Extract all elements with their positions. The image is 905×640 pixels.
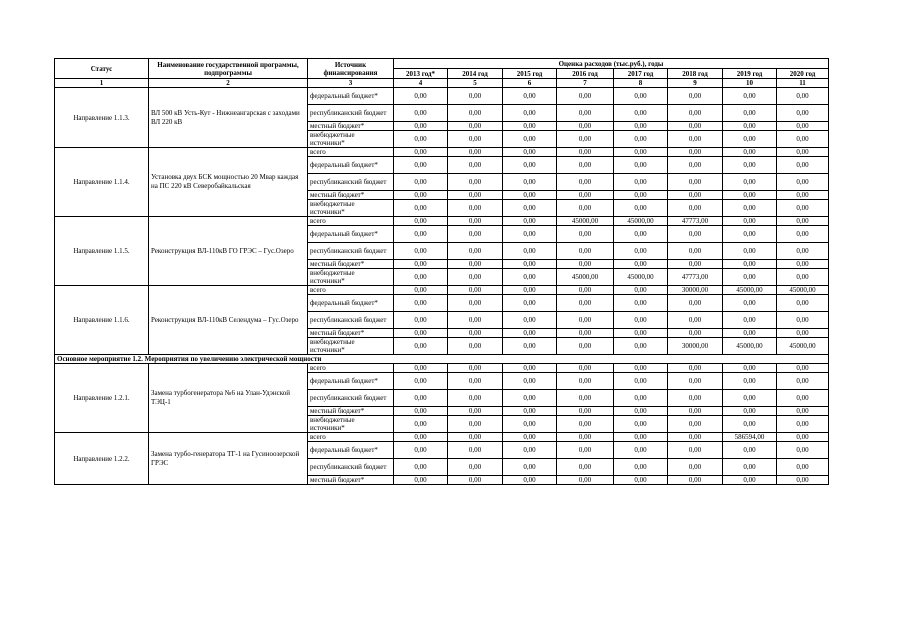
expense-value: 0,00 (448, 226, 503, 243)
expense-value: 0,00 (777, 217, 829, 226)
expense-value: 0,00 (448, 200, 503, 217)
expense-value: 0,00 (394, 338, 448, 355)
expense-value: 0,00 (668, 260, 723, 269)
expense-value: 0,00 (503, 390, 557, 407)
expense-value: 0,00 (503, 217, 557, 226)
expense-value: 0,00 (614, 174, 668, 191)
expense-value: 0,00 (668, 459, 723, 476)
expense-value: 0,00 (777, 433, 829, 442)
expense-value: 0,00 (723, 131, 777, 148)
expense-value: 0,00 (668, 416, 723, 433)
expense-value: 0,00 (557, 442, 614, 459)
col-header-status: Статус (55, 59, 149, 79)
direction-status: Направление 1.1.3. (55, 88, 149, 148)
expense-value: 0,00 (503, 131, 557, 148)
expense-value: 0,00 (503, 260, 557, 269)
expense-value: 0,00 (614, 476, 668, 485)
expense-value: 0,00 (723, 174, 777, 191)
expense-value: 0,00 (614, 243, 668, 260)
expense-value: 0,00 (557, 286, 614, 295)
expense-value: 0,00 (448, 88, 503, 105)
expense-value: 0,00 (394, 476, 448, 485)
expense-value: 0,00 (723, 260, 777, 269)
expense-value: 0,00 (668, 243, 723, 260)
expense-value: 0,00 (503, 122, 557, 131)
expense-value: 0,00 (557, 407, 614, 416)
expense-value: 0,00 (503, 433, 557, 442)
expense-value: 0,00 (503, 442, 557, 459)
expense-value: 0,00 (723, 329, 777, 338)
funding-source: местный бюджет* (308, 407, 394, 416)
expense-value: 0,00 (557, 226, 614, 243)
col-index-number: 7 (557, 79, 614, 88)
expense-value: 0,00 (503, 407, 557, 416)
col-header-year: 2016 год (557, 69, 614, 79)
expense-value: 0,00 (777, 269, 829, 286)
expense-value: 0,00 (614, 286, 668, 295)
col-index-number: 5 (448, 79, 503, 88)
col-index-number: 10 (723, 79, 777, 88)
expense-value: 0,00 (503, 338, 557, 355)
funding-source: внебюджетные источники* (308, 131, 394, 148)
expense-value: 0,00 (668, 200, 723, 217)
expense-value: 0,00 (777, 442, 829, 459)
expense-value: 0,00 (668, 476, 723, 485)
expense-value: 0,00 (448, 459, 503, 476)
expense-value: 0,00 (777, 459, 829, 476)
direction-status: Направление 1.1.6. (55, 286, 149, 355)
expense-value: 0,00 (557, 329, 614, 338)
expense-value: 0,00 (777, 226, 829, 243)
expense-value: 0,00 (614, 131, 668, 148)
expense-value: 0,00 (723, 459, 777, 476)
expense-value: 47773,00 (668, 269, 723, 286)
direction-name: ВЛ 500 кВ Усть-Кут - Нижнеангарская с заходами ВЛ 220 кВ (149, 88, 308, 148)
expense-value: 0,00 (557, 295, 614, 312)
funding-source: федеральный бюджет* (308, 157, 394, 174)
expense-value: 0,00 (723, 217, 777, 226)
expense-value: 0,00 (448, 148, 503, 157)
direction-name: Установка двух БСК мощностью 20 Мвар каждая на ПС 220 кВ Северобайкальская (149, 148, 308, 217)
expense-value: 0,00 (723, 200, 777, 217)
expense-value: 0,00 (614, 260, 668, 269)
expense-value: 0,00 (668, 433, 723, 442)
expense-value: 0,00 (668, 390, 723, 407)
expense-value: 47773,00 (668, 217, 723, 226)
expense-value: 586594,00 (723, 433, 777, 442)
expense-value: 0,00 (394, 390, 448, 407)
expense-value: 0,00 (448, 416, 503, 433)
expense-value: 0,00 (394, 200, 448, 217)
expense-value: 0,00 (777, 243, 829, 260)
expense-value: 0,00 (668, 88, 723, 105)
direction-status: Направление 1.2.1. (55, 364, 149, 433)
expense-value: 0,00 (777, 476, 829, 485)
expense-value: 45000,00 (723, 338, 777, 355)
expense-value: 0,00 (448, 191, 503, 200)
expense-value: 0,00 (777, 329, 829, 338)
expense-value: 0,00 (394, 407, 448, 416)
expense-value: 0,00 (777, 200, 829, 217)
expense-value: 0,00 (777, 157, 829, 174)
expense-value: 45000,00 (614, 217, 668, 226)
col-index-number: 3 (308, 79, 394, 88)
expense-value: 0,00 (503, 243, 557, 260)
direction-status: Направление 1.1.5. (55, 217, 149, 286)
funding-source: федеральный бюджет* (308, 295, 394, 312)
expense-value: 0,00 (668, 373, 723, 390)
expense-value: 0,00 (503, 191, 557, 200)
col-index-number: 11 (777, 79, 829, 88)
expense-value: 0,00 (557, 122, 614, 131)
expense-value: 0,00 (614, 416, 668, 433)
expense-value: 0,00 (723, 191, 777, 200)
expense-value: 0,00 (448, 364, 503, 373)
expense-value: 0,00 (557, 148, 614, 157)
expense-value: 0,00 (557, 390, 614, 407)
expense-value: 0,00 (668, 105, 723, 122)
col-header-year: 2019 год (723, 69, 777, 79)
expense-value: 0,00 (668, 148, 723, 157)
expense-value: 0,00 (668, 442, 723, 459)
direction-name: Реконструкция ВЛ-110кВ Селендума – Гус.Озеро (149, 286, 308, 355)
expense-value: 0,00 (394, 286, 448, 295)
expense-value: 0,00 (448, 442, 503, 459)
col-index-number: 8 (614, 79, 668, 88)
expense-value: 0,00 (448, 174, 503, 191)
expense-value: 0,00 (448, 373, 503, 390)
funding-source: федеральный бюджет* (308, 373, 394, 390)
expense-value: 0,00 (668, 295, 723, 312)
expense-value: 0,00 (503, 174, 557, 191)
funding-source: республиканский бюджет (308, 174, 394, 191)
expense-value: 0,00 (394, 88, 448, 105)
expense-value: 0,00 (723, 416, 777, 433)
expense-value: 0,00 (723, 390, 777, 407)
funding-source: федеральный бюджет* (308, 226, 394, 243)
expense-value: 0,00 (503, 295, 557, 312)
col-index-number: 9 (668, 79, 723, 88)
col-header-year: 2015 год (503, 69, 557, 79)
expense-value: 0,00 (614, 329, 668, 338)
col-header-name: Наименование государственной программы, подпрограммы (149, 59, 308, 79)
col-header-year: 2017 год (614, 69, 668, 79)
funding-source: всего (308, 148, 394, 157)
direction-name: Замена турбо-генератора ТГ-1 на Гусиноозерской ГРЭС (149, 433, 308, 485)
expense-value: 0,00 (614, 364, 668, 373)
funding-source: республиканский бюджет (308, 105, 394, 122)
expense-value: 45000,00 (777, 338, 829, 355)
expense-value: 0,00 (723, 312, 777, 329)
expense-value: 0,00 (394, 312, 448, 329)
expense-value: 0,00 (448, 338, 503, 355)
expense-value: 0,00 (557, 476, 614, 485)
expense-value: 0,00 (614, 105, 668, 122)
expense-value: 0,00 (777, 390, 829, 407)
expense-value: 0,00 (394, 416, 448, 433)
expense-value: 0,00 (394, 122, 448, 131)
col-header-year: 2013 год* (394, 69, 448, 79)
funding-source: местный бюджет* (308, 260, 394, 269)
expense-value: 0,00 (557, 131, 614, 148)
expense-value: 0,00 (503, 105, 557, 122)
col-header-year: 2018 год (668, 69, 723, 79)
expense-value: 0,00 (668, 364, 723, 373)
expense-value: 0,00 (503, 329, 557, 338)
direction-name: Реконструкция ВЛ-110кВ ГО ГРЭС – Гус.Озеро (149, 217, 308, 286)
expense-value: 0,00 (448, 476, 503, 485)
table-row (55, 217, 829, 226)
expense-value: 0,00 (448, 312, 503, 329)
expense-value: 0,00 (557, 174, 614, 191)
expense-value: 0,00 (557, 191, 614, 200)
expense-value: 0,00 (448, 286, 503, 295)
funding-source: республиканский бюджет (308, 459, 394, 476)
expense-value: 0,00 (723, 226, 777, 243)
expense-value: 0,00 (614, 390, 668, 407)
funding-source: внебюджетные источники* (308, 338, 394, 355)
expense-value: 0,00 (503, 269, 557, 286)
expense-value: 0,00 (723, 243, 777, 260)
expense-value: 0,00 (448, 407, 503, 416)
expense-value: 0,00 (614, 200, 668, 217)
funding-source: федеральный бюджет* (308, 442, 394, 459)
expense-value: 0,00 (777, 88, 829, 105)
expense-value: 0,00 (448, 390, 503, 407)
expense-value: 0,00 (503, 459, 557, 476)
expense-value: 0,00 (777, 407, 829, 416)
expense-value: 0,00 (614, 407, 668, 416)
expense-value: 0,00 (394, 364, 448, 373)
expense-value: 0,00 (448, 295, 503, 312)
expense-value: 0,00 (557, 88, 614, 105)
expense-value: 0,00 (668, 312, 723, 329)
expense-value: 0,00 (668, 226, 723, 243)
expense-value: 0,00 (448, 329, 503, 338)
funding-source: внебюджетные источники* (308, 416, 394, 433)
expense-value: 0,00 (777, 312, 829, 329)
expense-value: 0,00 (557, 364, 614, 373)
expense-value: 30000,00 (668, 338, 723, 355)
funding-source: республиканский бюджет (308, 243, 394, 260)
funding-source: местный бюджет* (308, 329, 394, 338)
col-index-number: 2 (149, 79, 308, 88)
expense-value: 0,00 (668, 329, 723, 338)
expense-value: 0,00 (723, 373, 777, 390)
funding-source: республиканский бюджет (308, 390, 394, 407)
expense-value: 0,00 (557, 200, 614, 217)
expense-value: 0,00 (394, 433, 448, 442)
expense-value: 0,00 (448, 105, 503, 122)
funding-source: всего (308, 433, 394, 442)
direction-status: Направление 1.1.4. (55, 148, 149, 217)
expense-value: 0,00 (394, 373, 448, 390)
expense-value: 0,00 (394, 148, 448, 157)
expense-value: 0,00 (503, 226, 557, 243)
expense-value: 0,00 (503, 286, 557, 295)
table-row (55, 286, 829, 295)
expense-value: 0,00 (614, 88, 668, 105)
expense-value: 0,00 (394, 105, 448, 122)
expense-value: 0,00 (723, 148, 777, 157)
expense-value: 0,00 (448, 122, 503, 131)
expense-value: 0,00 (448, 131, 503, 148)
expense-value: 0,00 (557, 433, 614, 442)
funding-source: республиканский бюджет (308, 312, 394, 329)
expense-value: 0,00 (394, 217, 448, 226)
funding-source: местный бюджет* (308, 122, 394, 131)
expense-value: 0,00 (557, 260, 614, 269)
expense-value: 0,00 (503, 416, 557, 433)
funding-source: внебюджетные источники* (308, 200, 394, 217)
expense-value: 0,00 (723, 157, 777, 174)
expense-value: 0,00 (557, 338, 614, 355)
expense-value: 0,00 (448, 269, 503, 286)
direction-name: Замена турбогенератора №6 на Улан-Удэнской ТЭЦ-1 (149, 364, 308, 433)
col-index-number: 6 (503, 79, 557, 88)
direction-status: Направление 1.2.2. (55, 433, 149, 485)
funding-source: всего (308, 364, 394, 373)
funding-source: внебюджетные источники* (308, 269, 394, 286)
expense-value: 45000,00 (557, 217, 614, 226)
expense-value: 0,00 (394, 459, 448, 476)
col-index-number: 4 (394, 79, 448, 88)
table-row (55, 433, 829, 442)
expense-value: 0,00 (668, 157, 723, 174)
expense-value: 0,00 (723, 476, 777, 485)
expense-value: 0,00 (777, 105, 829, 122)
col-header-estimate: Оценка расходов (тыс.руб.), годы (394, 59, 829, 69)
expense-value: 0,00 (503, 200, 557, 217)
funding-source: всего (308, 217, 394, 226)
expense-value: 0,00 (394, 226, 448, 243)
expense-value: 0,00 (394, 260, 448, 269)
expense-value: 0,00 (557, 312, 614, 329)
expense-value: 0,00 (448, 260, 503, 269)
expense-value: 0,00 (668, 407, 723, 416)
expense-value: 0,00 (503, 88, 557, 105)
expense-value: 45000,00 (723, 286, 777, 295)
expense-value: 0,00 (777, 295, 829, 312)
funding-source: федеральный бюджет* (308, 88, 394, 105)
expense-value: 0,00 (723, 407, 777, 416)
expense-value: 0,00 (557, 243, 614, 260)
expense-value: 0,00 (614, 442, 668, 459)
table-row (55, 148, 829, 157)
expense-value: 0,00 (723, 269, 777, 286)
expense-value: 0,00 (394, 243, 448, 260)
expense-value: 0,00 (394, 191, 448, 200)
expense-value: 0,00 (668, 174, 723, 191)
expense-value: 0,00 (557, 105, 614, 122)
expense-value: 45000,00 (557, 269, 614, 286)
expense-value: 0,00 (614, 157, 668, 174)
expense-value: 0,00 (503, 148, 557, 157)
expense-value: 0,00 (557, 459, 614, 476)
col-header-source: Источник финансирования (308, 59, 394, 79)
col-header-year: 2020 год (777, 69, 829, 79)
expense-value: 0,00 (777, 260, 829, 269)
expense-value: 0,00 (777, 122, 829, 131)
expense-table (54, 58, 829, 485)
expense-value: 0,00 (614, 191, 668, 200)
expense-value: 0,00 (394, 329, 448, 338)
expense-value: 0,00 (394, 295, 448, 312)
expense-value: 0,00 (503, 312, 557, 329)
table-row (55, 364, 829, 373)
expense-value: 0,00 (394, 442, 448, 459)
expense-value: 0,00 (557, 416, 614, 433)
expense-value: 0,00 (723, 442, 777, 459)
expense-value: 0,00 (503, 476, 557, 485)
expense-value: 30000,00 (668, 286, 723, 295)
col-header-year: 2014 год (448, 69, 503, 79)
expense-value: 0,00 (668, 122, 723, 131)
expense-value: 0,00 (448, 217, 503, 226)
expense-value: 0,00 (614, 312, 668, 329)
expense-value: 0,00 (723, 122, 777, 131)
expense-value: 0,00 (614, 122, 668, 131)
expense-value: 0,00 (394, 269, 448, 286)
expense-value: 0,00 (448, 243, 503, 260)
expense-value: 0,00 (723, 295, 777, 312)
expense-value: 0,00 (614, 148, 668, 157)
funding-source: местный бюджет* (308, 191, 394, 200)
expense-value: 0,00 (777, 416, 829, 433)
expense-value: 0,00 (448, 157, 503, 174)
table-row (55, 88, 829, 105)
expense-value: 45000,00 (614, 269, 668, 286)
expense-value: 0,00 (394, 157, 448, 174)
expense-value: 0,00 (503, 157, 557, 174)
section-row (55, 355, 829, 364)
expense-value: 0,00 (614, 433, 668, 442)
expense-value: 0,00 (723, 364, 777, 373)
expense-value: 0,00 (614, 338, 668, 355)
expense-value: 0,00 (777, 364, 829, 373)
expense-value: 0,00 (723, 105, 777, 122)
expense-value: 0,00 (777, 148, 829, 157)
expense-value: 0,00 (777, 373, 829, 390)
expense-value: 0,00 (614, 295, 668, 312)
expense-value: 0,00 (723, 88, 777, 105)
expense-value: 0,00 (448, 433, 503, 442)
section-title: Основное мероприятие 1.2. Мероприятия по увеличению электрической мощности (55, 355, 829, 364)
expense-value: 0,00 (777, 191, 829, 200)
expense-value: 0,00 (668, 191, 723, 200)
expense-value: 0,00 (777, 174, 829, 191)
expense-value: 0,00 (503, 373, 557, 390)
expense-value: 0,00 (394, 174, 448, 191)
expense-value: 0,00 (557, 157, 614, 174)
expense-value: 0,00 (614, 226, 668, 243)
funding-source: местный бюджет* (308, 476, 394, 485)
expense-value: 0,00 (614, 459, 668, 476)
expense-value: 0,00 (394, 131, 448, 148)
funding-source: всего (308, 286, 394, 295)
expense-value: 0,00 (777, 131, 829, 148)
col-index-number: 1 (55, 79, 149, 88)
expense-value: 0,00 (668, 131, 723, 148)
expense-value: 0,00 (557, 373, 614, 390)
expense-value: 45000,00 (777, 286, 829, 295)
expense-value: 0,00 (614, 373, 668, 390)
expense-value: 0,00 (503, 364, 557, 373)
